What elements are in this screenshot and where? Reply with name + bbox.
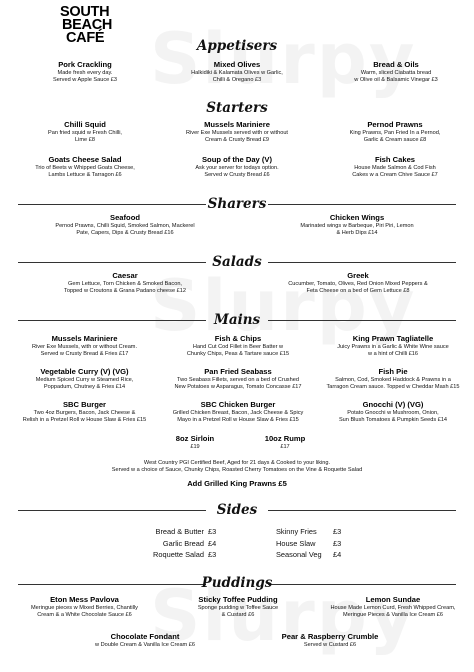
item-name: SBC Burger: [62, 400, 107, 409]
item-desc: Salmon, Cod, Smoked Haddock & Prawns in a: [335, 377, 451, 383]
side-item: [120, 549, 226, 561]
item-desc: Gem Lettuce, Torn Chicken & Smoked Bacon,: [67, 281, 182, 287]
item-desc: Made fresh every day.: [57, 70, 113, 76]
side-name: Roquette Salad: [153, 550, 204, 559]
side-name: Garlic Bread: [162, 538, 204, 548]
item-name: Pernod Prawns: [367, 120, 423, 129]
menu-item: [160, 334, 316, 359]
logo-line-2: BEACH: [62, 17, 113, 33]
menu-item: [318, 334, 468, 359]
item-name: Chocolate Fondant: [110, 632, 180, 641]
item-desc: Meringue pieces w Mixed Berries, Chantilly: [31, 605, 138, 611]
menu-item: [325, 120, 465, 145]
steak-description: [0, 460, 474, 475]
item-name: Mixed Olives: [213, 60, 261, 69]
item-name: Chicken Wings: [329, 213, 385, 222]
side-name: House Slaw: [276, 538, 316, 548]
menu-item: [12, 595, 157, 620]
logo-line-1: SOUTH: [60, 4, 110, 20]
item-name: 8oz Sirloin: [175, 434, 215, 443]
side-item: [120, 526, 226, 538]
item-name: Fish Cakes: [374, 155, 416, 164]
item-name: Mussels Mariniere: [204, 120, 270, 129]
item-desc: New Potatoes w Asparagus, Tomato Concasse £17: [174, 384, 302, 391]
side-item: [276, 549, 351, 561]
item-desc: Two 4oz Burgers, Bacon, Jack Cheese &: [33, 410, 136, 416]
item-desc: Relish in a Pretzel Roll w House Slaw & Fries £15: [22, 417, 147, 424]
side-name: Bread & Butter: [155, 527, 204, 536]
item-desc: Warm, sliced Ciabatta bread: [360, 70, 432, 76]
item-desc: Topped w Croutons & Grana Padano cheese £12: [64, 288, 186, 295]
item-desc: House Made Lemon Curd, Fresh Whipped Cream,: [330, 605, 456, 611]
item-name: Sticky Toffee Pudding: [198, 595, 278, 604]
item-desc: w a hint of Chilli £16: [367, 351, 419, 358]
item-desc: Cucumber, Tomato, Olives, Red Onion Mixed Peppers &: [288, 281, 428, 287]
menu-item: [30, 213, 220, 238]
item-name: Lemon Sundae: [365, 595, 421, 604]
menu-item: [160, 155, 314, 180]
menu-item: [262, 213, 452, 238]
side-name: Seasonal Veg: [276, 550, 322, 559]
item-desc: Cakes w a Cream Chive Sauce £7: [352, 172, 438, 179]
item-desc: House Made Salmon & Cod Fish: [354, 165, 436, 171]
item-desc: Marinated wings w Barbeque, Piri Piri, Lemon: [300, 223, 414, 229]
menu-item: [255, 632, 405, 649]
menu-item: [160, 595, 316, 620]
item-desc: River Exe Mussels served with or without: [186, 130, 288, 136]
item-desc: Served w Custard £6: [303, 642, 357, 648]
item-name: Vegetable Curry (V) (VG): [40, 367, 129, 376]
item-name: Pear & Raspberry Crumble: [281, 632, 379, 641]
item-desc: & Custard £6: [221, 612, 255, 619]
menu-item: [160, 400, 316, 425]
menu-item: [25, 271, 225, 296]
side-price: £4: [333, 550, 342, 559]
menu-item: [318, 367, 468, 392]
section-title-sharers: Sharers: [207, 196, 267, 212]
side-item: [120, 538, 226, 550]
watermark: [150, 18, 417, 100]
menu-item: [15, 120, 155, 145]
side-price: £3: [333, 538, 342, 548]
item-name: Soup of the Day (V): [201, 155, 273, 164]
item-desc: Served w Apple Sauce £3: [52, 77, 118, 84]
side-name: Skinny Fries: [276, 527, 317, 536]
menu-item: [20, 60, 150, 85]
item-desc: Tarragon Cream sauce. Topped w Cheddar Mash £15: [326, 384, 460, 391]
section-title-appetisers: Appetisers: [196, 38, 278, 54]
item-name: Greek: [347, 271, 369, 280]
item-desc: Cream & Crusty Bread £9: [204, 137, 270, 144]
menu-item: [162, 60, 312, 85]
item-desc: Two Seabass Fillets, served on a bed of Crushed: [177, 377, 299, 383]
item-name: Seafood: [110, 213, 140, 222]
item-desc: Served w Crusty Bread & Fries £17: [40, 351, 129, 358]
item-name: SBC Chicken Burger: [200, 400, 276, 409]
item-desc: Garlic & Cream sauce £8: [363, 137, 427, 144]
add-prawns-label: Add Grilled King Prawns £5: [187, 479, 287, 488]
section-title-salads: Salads: [212, 254, 262, 270]
item-desc: River Exe Mussels, with or without Cream.: [31, 344, 138, 350]
item-name: 10oz Rump: [264, 434, 306, 443]
item-desc: Ask your server for todays option.: [195, 165, 279, 171]
menu-item: [258, 271, 458, 296]
menu-item: [15, 155, 155, 180]
menu-item: [12, 334, 157, 359]
section-title-starters: Starters: [206, 100, 268, 116]
item-desc: Chunky Chips, Peas & Tartare sauce £15: [186, 351, 290, 358]
menu-item: [250, 434, 320, 451]
item-desc: Trio of Beets w Whipped Goats Cheese,: [35, 165, 135, 171]
item-name: Bread & Oils: [373, 60, 419, 69]
item-desc: King Prawns, Pan Fried In a Pernod,: [349, 130, 441, 136]
item-price: £19: [190, 444, 200, 450]
item-desc: Sponge pudding w Toffee Sauce: [197, 605, 279, 611]
item-desc: Pernod Prawns, Chilli Squid, Smoked Salmon, Mackerel: [55, 223, 195, 229]
sides-left: [120, 526, 226, 561]
section-title-sides: Sides: [216, 502, 258, 518]
item-desc: Mayo in a Pretzel Roll w House Slaw & Fries £15: [177, 417, 299, 424]
item-desc: Served w Crusty Bread £6: [204, 172, 270, 179]
item-name: Fish Pie: [378, 367, 408, 376]
item-price: £17: [280, 444, 290, 450]
menu-item: [12, 400, 157, 425]
item-desc: Lime £8: [75, 137, 95, 144]
item-name: Eton Mess Pavlova: [50, 595, 119, 604]
item-name: Chilli Squid: [64, 120, 106, 129]
menu-item: [318, 595, 468, 620]
steak-desc-line: Served w a choice of Sauce, Chunky Chips, Roasted Cherry Tomatoes on the Vine & Roquette Salad: [111, 467, 363, 474]
sides-right: [276, 526, 351, 561]
menu-item: [318, 400, 468, 425]
item-name: Pan Fried Seabass: [204, 367, 272, 376]
steak-desc-line: West Country PGI Certified Beef, Aged for 21 days & Cooked to your liking.: [143, 460, 331, 466]
item-name: Pork Crackling: [58, 60, 112, 69]
item-name: Goats Cheese Salad: [48, 155, 122, 164]
side-item: [276, 526, 351, 538]
menu-item: [330, 60, 462, 85]
side-price: £3: [208, 550, 217, 559]
side-price: £4: [208, 538, 217, 548]
item-desc: Pan fried squid w Fresh Chilli,: [48, 130, 122, 136]
item-desc: Meringue Pieces & Vanilla Ice Cream £6: [342, 612, 443, 619]
menu-item: [70, 632, 220, 649]
item-desc: Sun Blush Tomatoes & Pumpkin Seeds £14: [338, 417, 448, 424]
item-desc: Pate, Capers, Dips & Crusty Bread £16: [76, 230, 174, 237]
menu-item: [160, 367, 316, 392]
side-item: [276, 538, 351, 550]
item-desc: Cream & a White Chocolate Sauce £6: [37, 612, 132, 619]
item-desc: Juicy Prawns in a Garlic & White Wine sauce: [337, 344, 449, 350]
side-price: £3: [333, 527, 342, 536]
item-name: King Prawn Tagliatelle: [352, 334, 434, 343]
section-title-mains: Mains: [213, 312, 261, 328]
item-desc: Medium Spiced Curry w Steamed Rice,: [35, 377, 134, 383]
item-desc: w Double Cream & Vanilla Ice Cream £6: [94, 642, 195, 648]
item-desc: Grilled Chicken Breast, Bacon, Jack Cheese & Spicy: [172, 410, 304, 416]
item-desc: Halkidiki & Kalamata Olives w Garlic,: [191, 70, 283, 76]
logo-line-3: CAFÉ: [66, 30, 105, 46]
side-price: £3: [208, 527, 217, 536]
menu-item: [325, 155, 465, 180]
menu-item: [160, 434, 230, 451]
menu-item: [160, 120, 314, 145]
item-desc: Potato Gnocchi w Mushroom, Onion,: [347, 410, 439, 416]
item-desc: & Herb Dips £14: [336, 230, 378, 237]
item-name: Fish & Chips: [214, 334, 262, 343]
menu-item: [12, 367, 157, 392]
item-name: Gnocchi (V) (VG): [362, 400, 424, 409]
item-name: Mussels Mariniere: [51, 334, 118, 343]
item-desc: Feta Cheese on a bed of Gem Lettuce £8: [306, 288, 410, 295]
item-desc: Lambs Lettuce & Tarragon £6: [48, 172, 122, 179]
add-prawns: [0, 479, 474, 489]
item-desc: Chilli & Oregano £3: [212, 77, 262, 84]
item-desc: w Olive oil & Balsamic Vinegar £3: [354, 77, 438, 84]
section-title-puddings: Puddings: [201, 575, 273, 591]
item-name: Caesar: [112, 271, 138, 280]
item-desc: Poppadum, Chutney & Fries £14: [43, 384, 126, 391]
item-desc: Hand Cut Cod Fillet in Beer Batter w: [192, 344, 284, 350]
